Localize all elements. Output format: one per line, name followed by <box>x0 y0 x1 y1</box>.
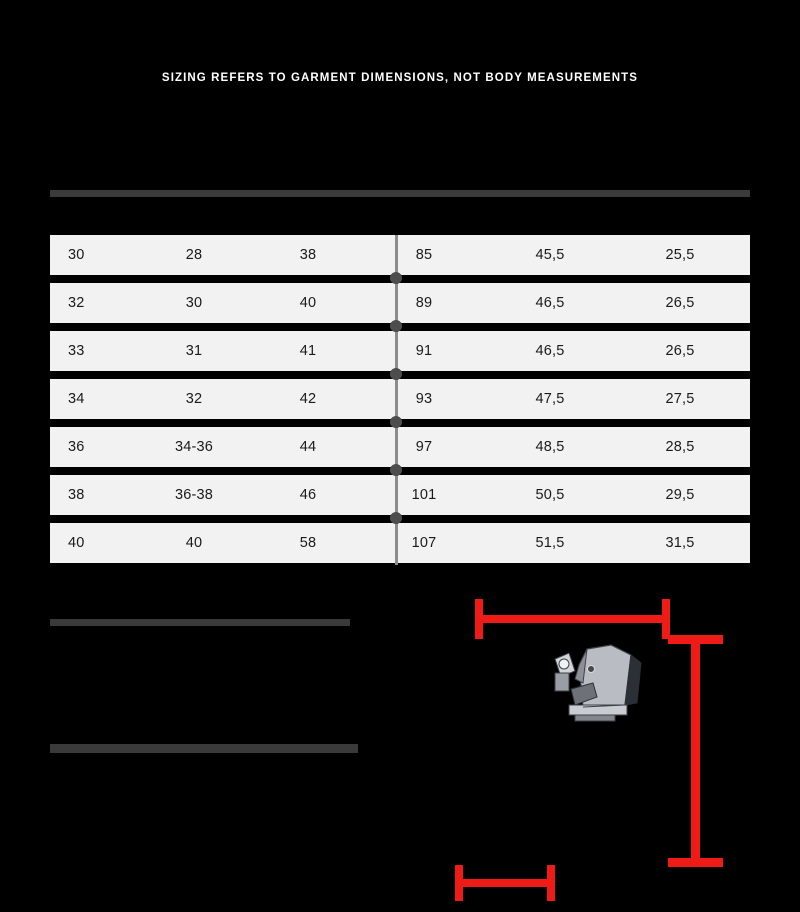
divider-dot <box>390 320 402 332</box>
divider-dot <box>390 368 402 380</box>
table-row <box>50 235 750 275</box>
length-measure-cap-bottom <box>668 858 723 867</box>
cell-eu-size: 38 <box>299 247 317 263</box>
cell-measure-3: 31,5 <box>665 535 695 551</box>
cell-size-label: 32 <box>68 295 85 311</box>
cell-measure-3: 26,5 <box>665 343 695 359</box>
table-row <box>50 523 750 563</box>
cell-alt-size: 30 <box>185 295 203 311</box>
section-divider-bar-lower <box>50 744 358 753</box>
cell-alt-size: 34-36 <box>174 439 214 455</box>
table-row <box>50 475 750 515</box>
hem-measure-cap-left <box>455 865 463 901</box>
top-divider-bar <box>50 190 750 197</box>
cell-measure-3: 25,5 <box>665 247 695 263</box>
cell-measure-2: 50,5 <box>535 487 565 503</box>
cell-measure-3: 26,5 <box>665 295 695 311</box>
cell-measure-3: 29,5 <box>665 487 695 503</box>
cell-measure-2: 46,5 <box>535 295 565 311</box>
table-row <box>50 283 750 323</box>
section-divider-bar-upper <box>50 619 350 626</box>
cell-measure-1: 97 <box>415 439 433 455</box>
cell-alt-size: 31 <box>185 343 203 359</box>
divider-dot <box>390 416 402 428</box>
cell-measure-2: 46,5 <box>535 343 565 359</box>
cell-measure-1: 91 <box>415 343 433 359</box>
cell-eu-size: 41 <box>299 343 317 359</box>
cell-eu-size: 46 <box>299 487 317 503</box>
cell-measure-3: 28,5 <box>665 439 695 455</box>
cell-alt-size: 36-38 <box>174 487 214 503</box>
length-measure-cap-top <box>668 635 723 644</box>
cell-eu-size: 42 <box>299 391 317 407</box>
cell-measure-2: 48,5 <box>535 439 565 455</box>
cell-size-label: 40 <box>68 535 85 551</box>
cell-measure-1: 101 <box>411 487 437 503</box>
cell-size-label: 34 <box>68 391 85 407</box>
garment-illustration-icon <box>525 643 665 743</box>
cell-size-label: 38 <box>68 487 85 503</box>
table-row <box>50 331 750 371</box>
divider-dot <box>390 512 402 524</box>
width-measure-line <box>475 615 670 623</box>
sizing-disclaimer: SIZING REFERS TO GARMENT DIMENSIONS, NOT BODY MEASUREMENTS <box>161 72 639 84</box>
cell-alt-size: 40 <box>185 535 203 551</box>
cell-measure-1: 85 <box>415 247 433 263</box>
divider-dot <box>390 464 402 476</box>
cell-measure-2: 47,5 <box>535 391 565 407</box>
measurement-diagram <box>430 585 780 905</box>
width-measure-cap-right <box>662 599 670 639</box>
hem-measure-line <box>455 879 555 887</box>
cell-size-label: 30 <box>68 247 85 263</box>
cell-size-label: 33 <box>68 343 85 359</box>
cell-measure-1: 107 <box>411 535 437 551</box>
cell-eu-size: 44 <box>299 439 317 455</box>
cell-eu-size: 40 <box>299 295 317 311</box>
cell-size-label: 36 <box>68 439 85 455</box>
cell-measure-2: 51,5 <box>535 535 565 551</box>
length-measure-line <box>691 635 700 867</box>
table-row <box>50 427 750 467</box>
cell-measure-3: 27,5 <box>665 391 695 407</box>
cell-measure-1: 89 <box>415 295 433 311</box>
cell-eu-size: 58 <box>299 535 317 551</box>
cell-alt-size: 32 <box>185 391 203 407</box>
cell-alt-size: 28 <box>185 247 203 263</box>
cell-measure-1: 93 <box>415 391 433 407</box>
hem-measure-cap-right <box>547 865 555 901</box>
width-measure-cap-left <box>475 599 483 639</box>
cell-measure-2: 45,5 <box>535 247 565 263</box>
divider-dot <box>390 272 402 284</box>
table-row <box>50 379 750 419</box>
